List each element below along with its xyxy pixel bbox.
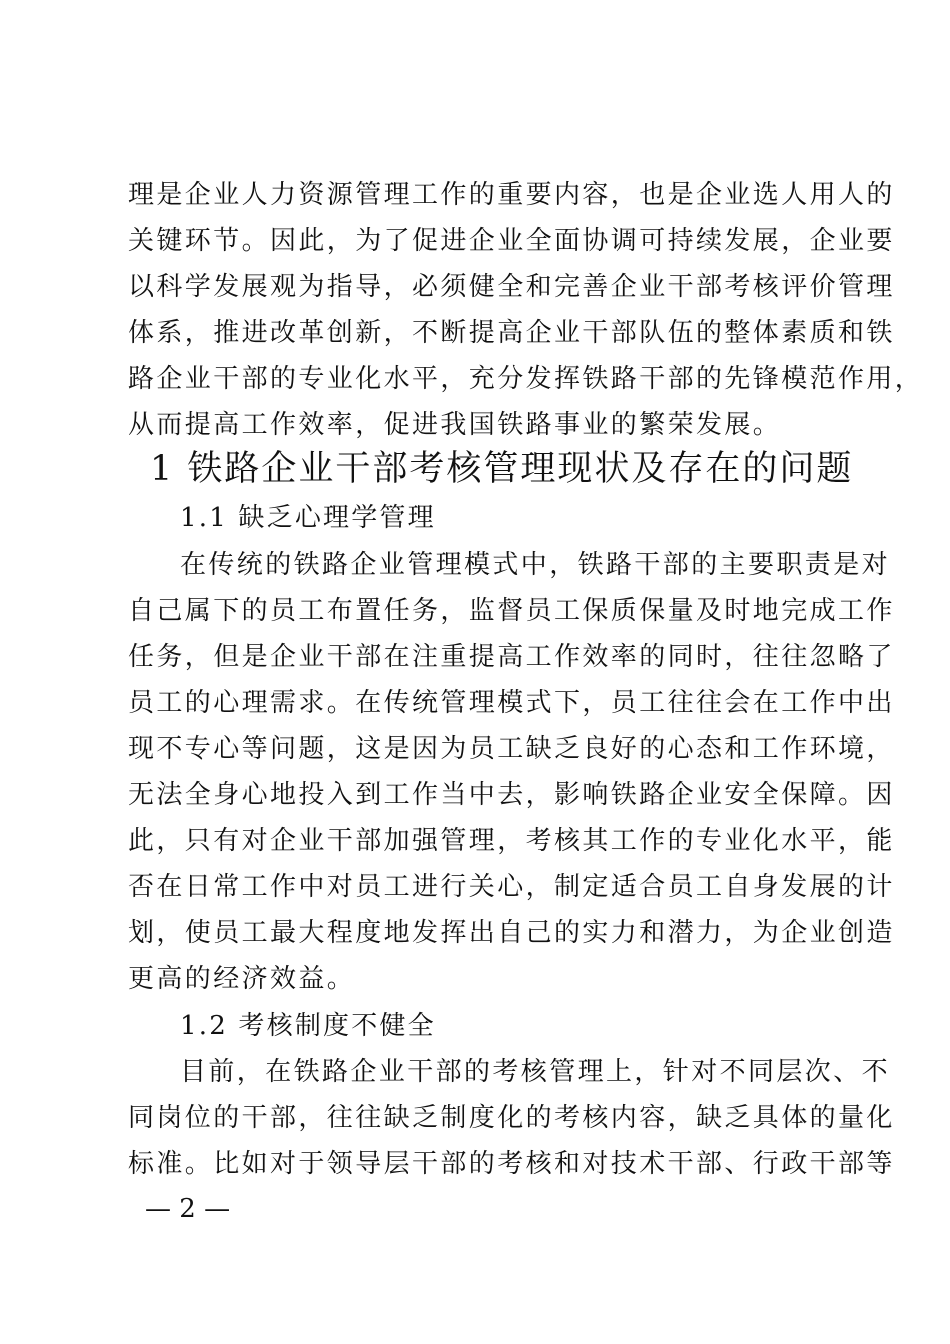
paragraph-1-1-line-4: 员工的心理需求。在传统管理模式下，员工往往会在工作中出 (128, 688, 895, 718)
section-heading: 1 铁路企业干部考核管理现状及存在的问题 (150, 449, 854, 489)
paragraph-1-1-line-2: 自己属下的员工布置任务，监督员工保质保量及时地完成工作 (128, 596, 895, 626)
paragraph-1-1-line-9: 划，使员工最大程度地发挥出自己的实力和潜力，为企业创造 (128, 918, 895, 948)
intro-line-1: 理是企业人力资源管理工作的重要内容，也是企业选人用人的 (128, 180, 895, 210)
subsection-heading-1-1: 1.1 缺乏心理学管理 (180, 503, 436, 533)
subsection-heading-1-2: 1.2 考核制度不健全 (180, 1011, 436, 1041)
intro-line-3: 以科学发展观为指导，必须健全和完善企业干部考核评价管理 (128, 272, 895, 302)
intro-line-4: 体系，推进改革创新，不断提高企业干部队伍的整体素质和铁 (128, 318, 895, 348)
intro-line-5: 路企业干部的专业化水平，充分发挥铁路干部的先锋模范作用， (128, 364, 924, 394)
paragraph-1-1-line-1: 在传统的铁路企业管理模式中，铁路干部的主要职责是对 (180, 550, 891, 580)
paragraph-1-2-line-3: 标准。比如对于领导层干部的考核和对技术干部、行政干部等 (128, 1149, 895, 1179)
paragraph-1-1-line-5: 现不专心等问题，这是因为员工缺乏良好的心态和工作环境， (128, 734, 895, 764)
intro-line-2: 关键环节。因此，为了促进企业全面协调可持续发展，企业要 (128, 226, 895, 256)
paragraph-1-1-line-3: 任务，但是企业干部在注重提高工作效率的同时，往往忽略了 (128, 642, 895, 672)
paragraph-1-2-line-2: 同岗位的干部，往往缺乏制度化的考核内容，缺乏具体的量化 (128, 1103, 895, 1133)
paragraph-1-1-line-7: 此，只有对企业干部加强管理，考核其工作的专业化水平，能 (128, 826, 895, 856)
paragraph-1-2-line-1: 目前，在铁路企业干部的考核管理上，针对不同层次、不 (180, 1057, 891, 1087)
intro-line-6: 从而提高工作效率，促进我国铁路事业的繁荣发展。 (128, 410, 782, 440)
paragraph-1-1-line-8: 否在日常工作中对员工进行关心，制定适合员工自身发展的计 (128, 872, 895, 902)
paragraph-1-1-line-6: 无法全身心地投入到工作当中去，影响铁路企业安全保障。因 (128, 780, 895, 810)
page-number: — 2 — (145, 1194, 231, 1224)
paragraph-1-1-line-10: 更高的经济效益。 (128, 964, 356, 994)
